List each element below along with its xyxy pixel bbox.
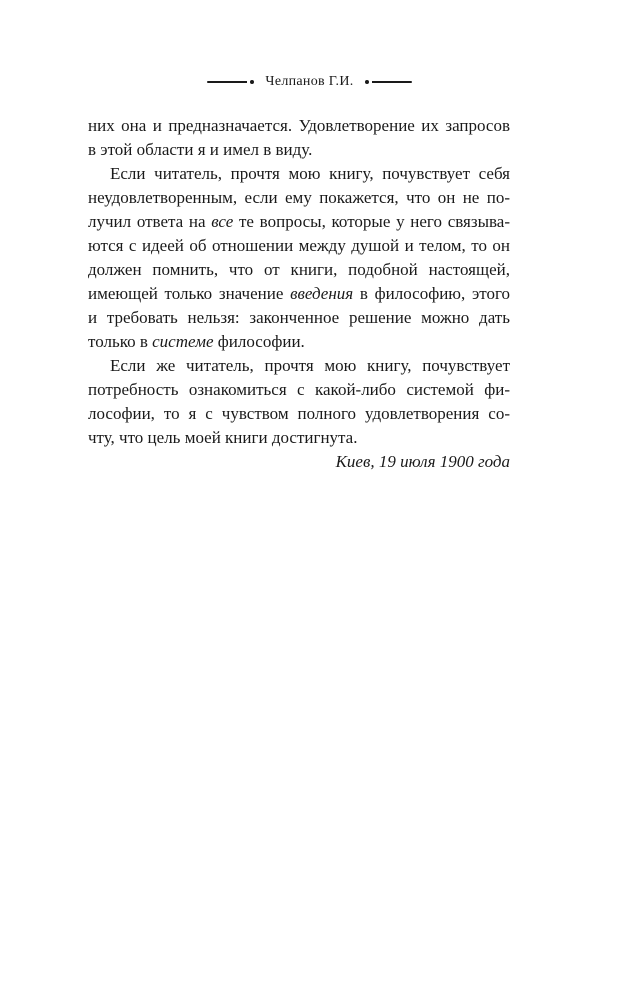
text-line: Если читатель, прочтя мою книгу, почувствует себя (110, 164, 510, 183)
text-line: них она и предназначается. Удовлетворение их запросов (88, 116, 510, 135)
emphasis: введения (290, 284, 354, 303)
running-title: Челпанов Г.И. (265, 74, 354, 89)
text-line: лософии, то я с чувством полного удовлетворения со- (88, 404, 510, 423)
emphasis: все (211, 212, 234, 231)
text-line: и требовать нельзя: законченное решение можно дать (88, 308, 510, 327)
ornament-left-icon (207, 80, 257, 84)
text-line: неудовлетворенным, если ему покажется, что он не по- (88, 188, 510, 207)
text-line: ются с идеей об отношении между душой и телом, то он (88, 236, 510, 255)
text-line: должен помнить, что от книги, подобной настоящей, (88, 260, 510, 279)
text-line: Если же читатель, прочтя мою книгу, почувствует (110, 356, 510, 375)
text-line: чту, что цель моей книги достигнута. (88, 428, 358, 447)
body-text (88, 114, 510, 474)
text-line: в этой области я и имел в виду. (88, 140, 313, 159)
emphasis: системе (152, 332, 214, 351)
running-head (0, 72, 619, 92)
text-line: только в системе философии. (88, 332, 305, 351)
signature-place-date: Киев, 19 июля 1900 года (335, 452, 510, 471)
text-line: потребность ознакомиться с какой-либо системой фи- (88, 380, 510, 399)
text-line: лучил ответа на все те вопросы, которые у него связыва- (88, 212, 511, 231)
text-line: имеющей только значение введения в философию, этого (88, 284, 511, 303)
ornament-right-icon (362, 80, 412, 84)
